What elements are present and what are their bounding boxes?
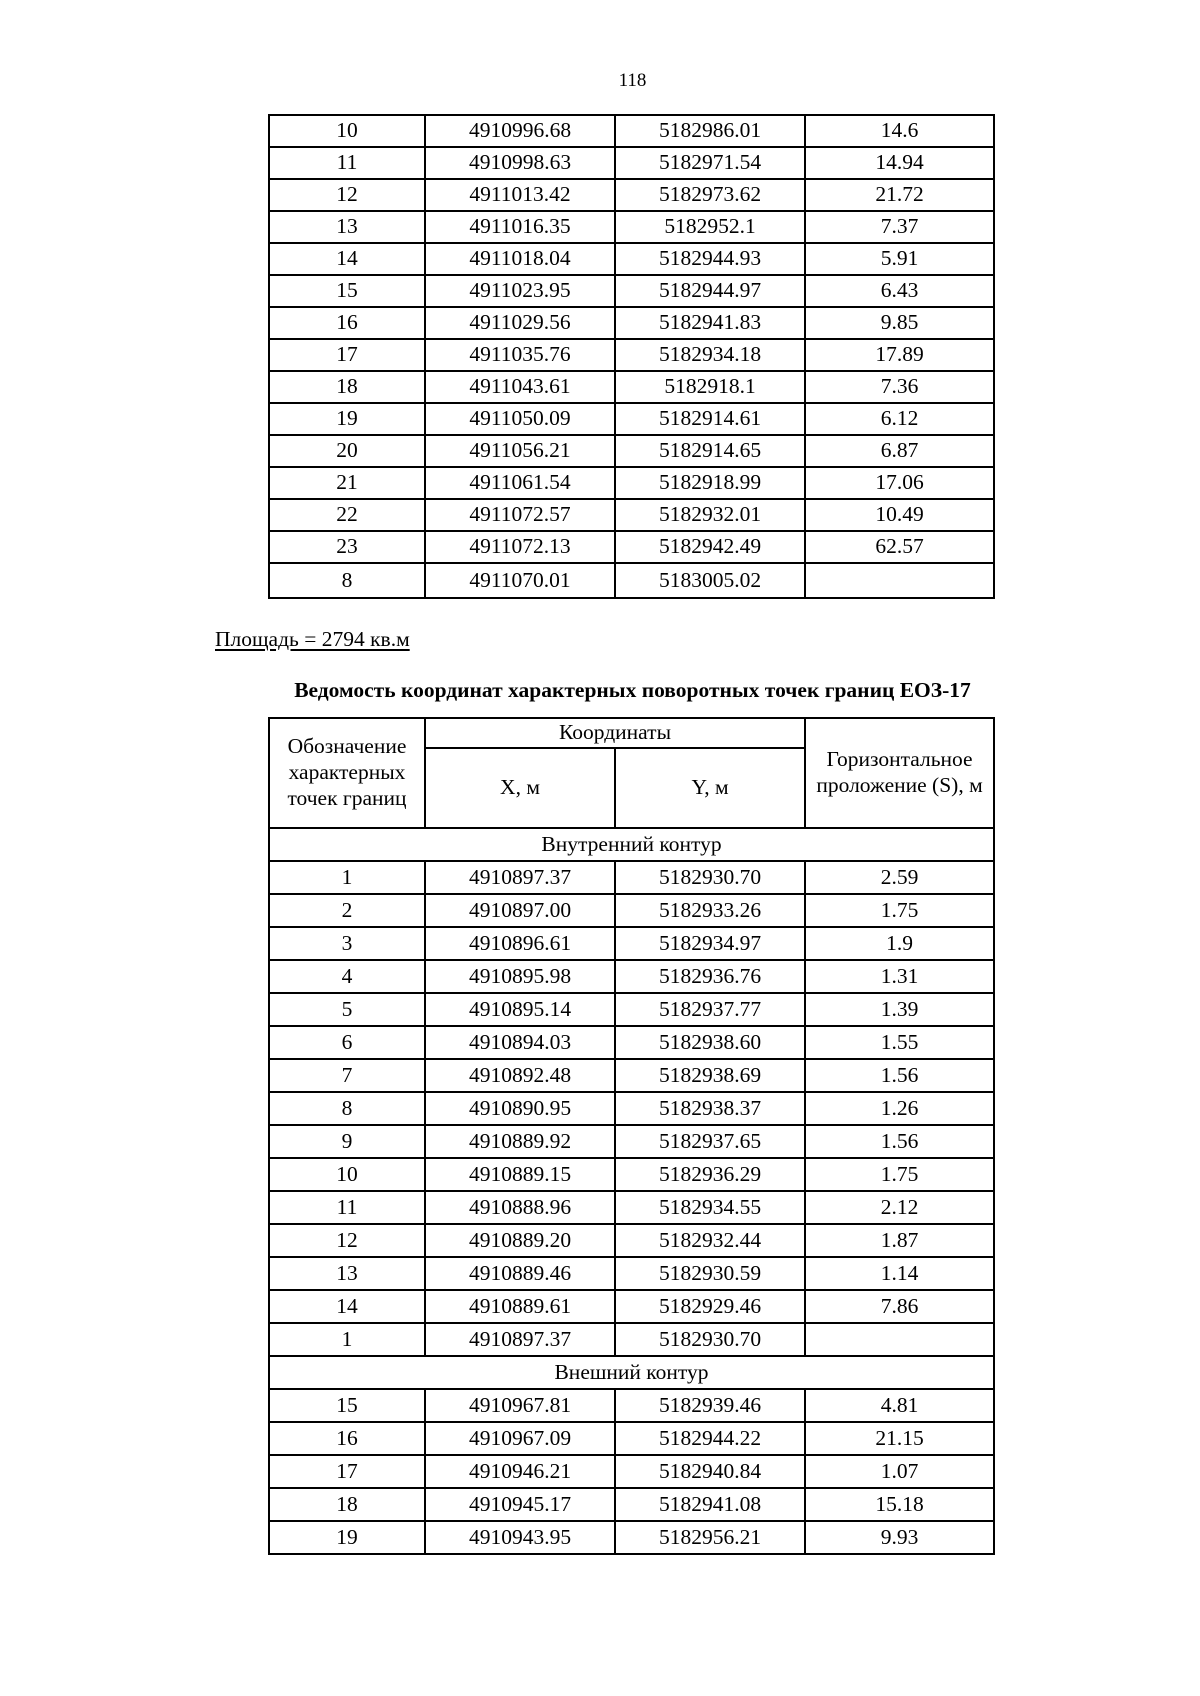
- y-coordinate-cell: 5182932.44: [615, 1224, 805, 1257]
- y-coordinate-cell: 5182930.59: [615, 1257, 805, 1290]
- x-coordinate-cell: 4910889.15: [425, 1158, 615, 1191]
- distance-cell: 1.9: [805, 927, 994, 960]
- point-number-cell: 16: [269, 1422, 425, 1455]
- point-number-cell: 3: [269, 927, 425, 960]
- distance-cell: 21.72: [805, 179, 994, 211]
- distance-cell: 21.15: [805, 1422, 994, 1455]
- x-coordinate-cell: 4911070.01: [425, 563, 615, 598]
- table-row: [269, 1224, 994, 1257]
- table-row: [269, 211, 994, 243]
- point-number-cell: 15: [269, 1389, 425, 1422]
- inner-contour-row: [269, 828, 994, 861]
- x-coordinate-cell: 4911035.76: [425, 339, 615, 371]
- x-coordinate-cell: 4911043.61: [425, 371, 615, 403]
- x-coordinate-cell: 4910888.96: [425, 1191, 615, 1224]
- table-row: [269, 403, 994, 435]
- distance-cell: 7.37: [805, 211, 994, 243]
- y-coordinate-cell: 5182914.61: [615, 403, 805, 435]
- outer-contour-row: [269, 1356, 994, 1389]
- table-row: [269, 1092, 994, 1125]
- table-row: [269, 861, 994, 894]
- header-horizontal-distance: Горизонтальное проложение (S), м: [805, 718, 994, 828]
- x-coordinate-cell: 4910889.92: [425, 1125, 615, 1158]
- y-coordinate-cell: 5182929.46: [615, 1290, 805, 1323]
- distance-cell: 14.6: [805, 115, 994, 147]
- y-coordinate-cell: 5182938.37: [615, 1092, 805, 1125]
- y-coordinate-cell: 5182918.99: [615, 467, 805, 499]
- distance-cell: 62.57: [805, 531, 994, 563]
- table-row: [269, 563, 994, 598]
- x-coordinate-cell: 4910998.63: [425, 147, 615, 179]
- x-coordinate-cell: 4911018.04: [425, 243, 615, 275]
- distance-cell: 4.81: [805, 1389, 994, 1422]
- table-row: [269, 243, 994, 275]
- x-coordinate-cell: 4910896.61: [425, 927, 615, 960]
- table-row: [269, 1290, 994, 1323]
- distance-cell: 6.87: [805, 435, 994, 467]
- table-row: [269, 1158, 994, 1191]
- x-coordinate-cell: 4910945.17: [425, 1488, 615, 1521]
- y-coordinate-cell: 5182934.18: [615, 339, 805, 371]
- point-number-cell: 12: [269, 1224, 425, 1257]
- point-number-cell: 20: [269, 435, 425, 467]
- page-number: 118: [618, 70, 647, 91]
- y-coordinate-cell: 5182937.65: [615, 1125, 805, 1158]
- x-coordinate-cell: 4911056.21: [425, 435, 615, 467]
- point-number-cell: 19: [269, 403, 425, 435]
- y-coordinate-cell: 5182941.08: [615, 1488, 805, 1521]
- coordinates-table-body: [269, 115, 994, 598]
- point-number-cell: 9: [269, 1125, 425, 1158]
- point-number-cell: 17: [269, 1455, 425, 1488]
- x-coordinate-cell: 4911023.95: [425, 275, 615, 307]
- coordinates-table-continued: [268, 114, 995, 599]
- table-row: [269, 960, 994, 993]
- point-number-cell: 10: [269, 1158, 425, 1191]
- y-coordinate-cell: 5182944.97: [615, 275, 805, 307]
- point-number-cell: 13: [269, 211, 425, 243]
- y-coordinate-cell: 5182933.26: [615, 894, 805, 927]
- x-coordinate-cell: 4910897.00: [425, 894, 615, 927]
- y-coordinate-cell: 5182940.84: [615, 1455, 805, 1488]
- distance-cell: 1.56: [805, 1059, 994, 1092]
- y-coordinate-cell: 5182934.97: [615, 927, 805, 960]
- distance-cell: 14.94: [805, 147, 994, 179]
- point-number-cell: 23: [269, 531, 425, 563]
- distance-cell: 1.87: [805, 1224, 994, 1257]
- distance-cell: 6.43: [805, 275, 994, 307]
- point-number-cell: 1: [269, 1323, 425, 1356]
- distance-cell: 1.55: [805, 1026, 994, 1059]
- distance-cell: 9.85: [805, 307, 994, 339]
- section-title: Ведомость координат характерных поворотных точек границ ЕОЗ-17: [294, 678, 971, 702]
- x-coordinate-cell: 4910890.95: [425, 1092, 615, 1125]
- x-coordinate-cell: 4911061.54: [425, 467, 615, 499]
- point-number-cell: 15: [269, 275, 425, 307]
- y-coordinate-cell: 5182971.54: [615, 147, 805, 179]
- distance-cell: 5.91: [805, 243, 994, 275]
- table-row: [269, 1125, 994, 1158]
- distance-cell: 9.93: [805, 1521, 994, 1554]
- table-row: [269, 115, 994, 147]
- y-coordinate-cell: 5182952.1: [615, 211, 805, 243]
- x-coordinate-cell: 4910897.37: [425, 1323, 615, 1356]
- outer-contour-label: Внешний контур: [269, 1356, 994, 1389]
- y-coordinate-cell: 5182944.22: [615, 1422, 805, 1455]
- point-number-cell: 14: [269, 243, 425, 275]
- distance-cell: [805, 563, 994, 598]
- point-number-cell: 21: [269, 467, 425, 499]
- x-coordinate-cell: 4910889.61: [425, 1290, 615, 1323]
- table-row: [269, 307, 994, 339]
- x-coordinate-cell: 4911013.42: [425, 179, 615, 211]
- point-number-cell: 2: [269, 894, 425, 927]
- point-number-cell: 11: [269, 1191, 425, 1224]
- y-coordinate-cell: 5182944.93: [615, 243, 805, 275]
- point-number-cell: 19: [269, 1521, 425, 1554]
- distance-cell: 7.36: [805, 371, 994, 403]
- table-row: [269, 1059, 994, 1092]
- table-header: [269, 718, 994, 828]
- table-row: [269, 1422, 994, 1455]
- table-row: [269, 467, 994, 499]
- y-coordinate-cell: 5182938.69: [615, 1059, 805, 1092]
- distance-cell: 17.89: [805, 339, 994, 371]
- point-number-cell: 7: [269, 1059, 425, 1092]
- point-number-cell: 12: [269, 179, 425, 211]
- y-coordinate-cell: 5182936.29: [615, 1158, 805, 1191]
- x-coordinate-cell: 4910895.14: [425, 993, 615, 1026]
- table-row: [269, 371, 994, 403]
- distance-cell: 1.14: [805, 1257, 994, 1290]
- distance-cell: [805, 1323, 994, 1356]
- x-coordinate-cell: 4911016.35: [425, 211, 615, 243]
- y-coordinate-cell: 5182934.55: [615, 1191, 805, 1224]
- point-number-cell: 18: [269, 371, 425, 403]
- y-coordinate-cell: 5182942.49: [615, 531, 805, 563]
- y-coordinate-cell: 5182932.01: [615, 499, 805, 531]
- x-coordinate-cell: 4911072.57: [425, 499, 615, 531]
- header-x: X, м: [425, 748, 615, 828]
- point-number-cell: 6: [269, 1026, 425, 1059]
- x-coordinate-cell: 4910895.98: [425, 960, 615, 993]
- x-coordinate-cell: 4910897.37: [425, 861, 615, 894]
- table-row: [269, 1488, 994, 1521]
- table-row: [269, 993, 994, 1026]
- x-coordinate-cell: 4911050.09: [425, 403, 615, 435]
- x-coordinate-cell: 4910996.68: [425, 115, 615, 147]
- table-row: [269, 1257, 994, 1290]
- point-number-cell: 13: [269, 1257, 425, 1290]
- inner-contour-label: Внутренний контур: [269, 828, 994, 861]
- distance-cell: 1.26: [805, 1092, 994, 1125]
- header-coordinates: Координаты: [425, 718, 805, 748]
- table-row: [269, 894, 994, 927]
- table-row: [269, 435, 994, 467]
- y-coordinate-cell: 5182973.62: [615, 179, 805, 211]
- table-row: [269, 179, 994, 211]
- point-number-cell: 5: [269, 993, 425, 1026]
- distance-cell: 2.59: [805, 861, 994, 894]
- distance-cell: 15.18: [805, 1488, 994, 1521]
- y-coordinate-cell: 5182930.70: [615, 861, 805, 894]
- distance-cell: 1.39: [805, 993, 994, 1026]
- table-row: [269, 339, 994, 371]
- table-row: [269, 1521, 994, 1554]
- x-coordinate-cell: 4910894.03: [425, 1026, 615, 1059]
- distance-cell: 2.12: [805, 1191, 994, 1224]
- eoz17-table-body: [269, 828, 994, 1554]
- point-number-cell: 18: [269, 1488, 425, 1521]
- point-number-cell: 10: [269, 115, 425, 147]
- eoz17-coordinates-table: [268, 717, 995, 1555]
- point-number-cell: 1: [269, 861, 425, 894]
- distance-cell: 10.49: [805, 499, 994, 531]
- table-row: [269, 1026, 994, 1059]
- y-coordinate-cell: 5182956.21: [615, 1521, 805, 1554]
- y-coordinate-cell: 5182941.83: [615, 307, 805, 339]
- y-coordinate-cell: 5182930.70: [615, 1323, 805, 1356]
- point-number-cell: 8: [269, 563, 425, 598]
- table-row: [269, 1455, 994, 1488]
- point-number-cell: 22: [269, 499, 425, 531]
- distance-cell: 1.75: [805, 1158, 994, 1191]
- y-coordinate-cell: 5182986.01: [615, 115, 805, 147]
- y-coordinate-cell: 5182936.76: [615, 960, 805, 993]
- distance-cell: 1.31: [805, 960, 994, 993]
- point-number-cell: 4: [269, 960, 425, 993]
- header-point-designation: Обозначение характерных точек границ: [269, 718, 425, 828]
- y-coordinate-cell: 5182918.1: [615, 371, 805, 403]
- x-coordinate-cell: 4910946.21: [425, 1455, 615, 1488]
- point-number-cell: 16: [269, 307, 425, 339]
- distance-cell: 1.75: [805, 894, 994, 927]
- table-row: [269, 927, 994, 960]
- header-y: Y, м: [615, 748, 805, 828]
- x-coordinate-cell: 4910967.09: [425, 1422, 615, 1455]
- x-coordinate-cell: 4910967.81: [425, 1389, 615, 1422]
- table-row: [269, 1323, 994, 1356]
- distance-cell: 1.07: [805, 1455, 994, 1488]
- point-number-cell: 11: [269, 147, 425, 179]
- distance-cell: 7.86: [805, 1290, 994, 1323]
- point-number-cell: 14: [269, 1290, 425, 1323]
- table-row: [269, 147, 994, 179]
- table-row: [269, 275, 994, 307]
- distance-cell: 1.56: [805, 1125, 994, 1158]
- point-number-cell: 17: [269, 339, 425, 371]
- x-coordinate-cell: 4910889.46: [425, 1257, 615, 1290]
- y-coordinate-cell: 5182914.65: [615, 435, 805, 467]
- y-coordinate-cell: 5183005.02: [615, 563, 805, 598]
- table-row: [269, 531, 994, 563]
- x-coordinate-cell: 4911029.56: [425, 307, 615, 339]
- distance-cell: 6.12: [805, 403, 994, 435]
- table-row: [269, 1389, 994, 1422]
- x-coordinate-cell: 4910889.20: [425, 1224, 615, 1257]
- table-row: [269, 499, 994, 531]
- point-number-cell: 8: [269, 1092, 425, 1125]
- area-text: Площадь = 2794 кв.м: [215, 627, 410, 651]
- y-coordinate-cell: 5182937.77: [615, 993, 805, 1026]
- y-coordinate-cell: 5182939.46: [615, 1389, 805, 1422]
- y-coordinate-cell: 5182938.60: [615, 1026, 805, 1059]
- x-coordinate-cell: 4911072.13: [425, 531, 615, 563]
- x-coordinate-cell: 4910892.48: [425, 1059, 615, 1092]
- table-row: [269, 1191, 994, 1224]
- x-coordinate-cell: 4910943.95: [425, 1521, 615, 1554]
- distance-cell: 17.06: [805, 467, 994, 499]
